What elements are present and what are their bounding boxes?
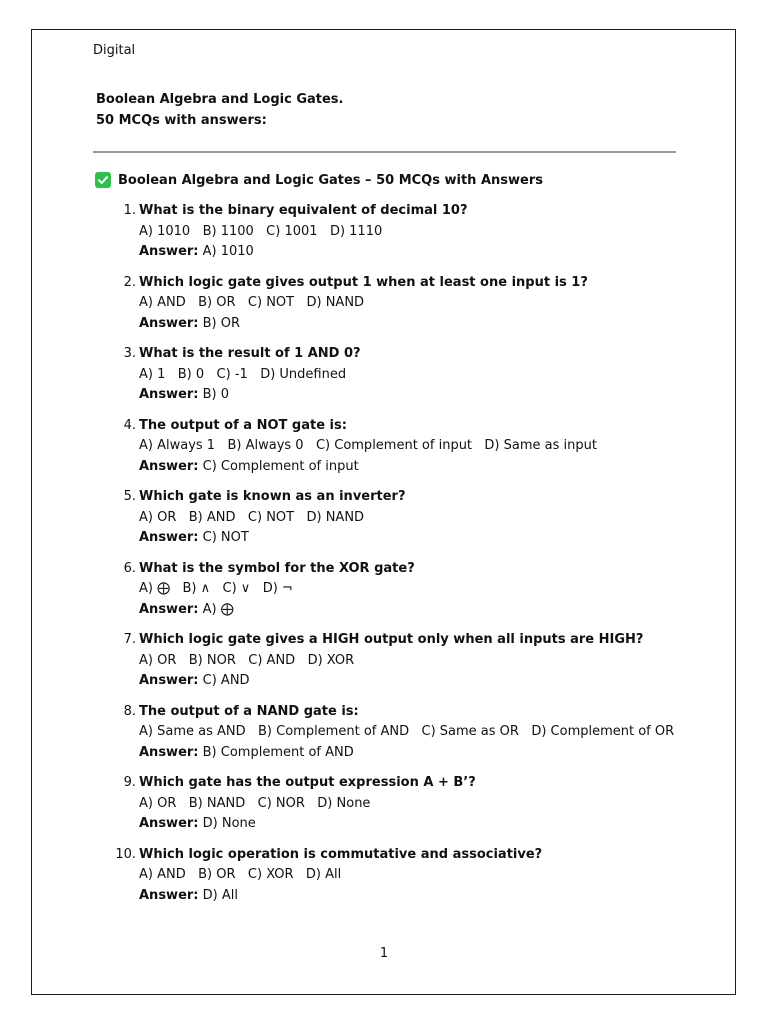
- question-options: A) OR B) AND C) NOT D) NAND: [139, 509, 365, 525]
- question-number: 8.: [123, 703, 136, 719]
- question-answer: [139, 743, 674, 764]
- question-text: The output of a NAND gate is:: [139, 703, 359, 719]
- question-text: The output of a NOT gate is:: [139, 417, 347, 433]
- answer-value: D) All: [202, 887, 238, 903]
- question-options: A) ⨁ B) ∧ C) ∨ D) ¬: [139, 581, 293, 596]
- answer-value: A) 1010: [202, 244, 254, 259]
- section-heading: [95, 172, 543, 188]
- question-options: A) OR B) NOR C) AND D) XOR: [139, 652, 355, 668]
- question-item: [107, 773, 687, 845]
- question-options: A) AND B) OR C) XOR D) All: [139, 867, 342, 882]
- answer-value: C) Complement of input: [202, 458, 359, 474]
- question-answer: [139, 886, 542, 907]
- question-text: What is the symbol for the XOR gate?: [139, 560, 415, 576]
- question-answer: [139, 814, 476, 835]
- question-item: [107, 630, 687, 702]
- answer-value: B) Complement of AND: [202, 744, 354, 760]
- answer-label: Answer:: [139, 601, 199, 617]
- question-number: 9.: [123, 775, 136, 790]
- question-text: Which logic gate gives a HIGH output only when all inputs are HIGH?: [139, 632, 644, 647]
- question-options: A) OR B) NAND C) NOR D) None: [139, 795, 371, 811]
- question-answer: [139, 457, 597, 478]
- question-text: Which logic operation is commutative and associative?: [139, 846, 543, 862]
- title-line-1: Boolean Algebra and Logic Gates.: [96, 92, 344, 107]
- question-item: [107, 201, 687, 273]
- answer-label: Answer:: [139, 315, 199, 331]
- page-number: 1: [379, 946, 389, 961]
- answer-value: C) NOT: [202, 530, 249, 545]
- question-answer: [139, 671, 643, 692]
- answer-value: B) 0: [202, 387, 230, 402]
- section-heading-text: Boolean Algebra and Logic Gates – 50 MCQs with Answers: [118, 172, 543, 188]
- question-number: 1.: [123, 203, 136, 218]
- document-title: [96, 89, 343, 131]
- question-options: A) Always 1 B) Always 0 C) Complement of input D) Same as input: [139, 438, 597, 453]
- question-list: [107, 201, 687, 916]
- question-text: What is the binary equivalent of decimal 10?: [139, 203, 468, 218]
- question-text: Which gate has the output expression A + B’?: [139, 775, 476, 790]
- question-options: A) 1010 B) 1100 C) 1001 D) 1110: [139, 223, 383, 239]
- question-number: 6.: [123, 560, 136, 576]
- question-text: Which logic gate gives output 1 when at least one input is 1?: [139, 274, 588, 290]
- question-item: [107, 559, 687, 631]
- question-number: 7.: [123, 632, 136, 647]
- check-mark-icon: [95, 172, 111, 188]
- question-answer: [139, 528, 406, 549]
- question-options: A) 1 B) 0 C) -1 D) Undefined: [139, 366, 347, 382]
- question-item: [107, 487, 687, 559]
- answer-value: A) ⨁: [202, 601, 234, 617]
- answer-label: Answer:: [139, 887, 199, 903]
- question-number: 3.: [123, 346, 136, 361]
- question-answer: [139, 314, 588, 335]
- answer-label: Answer:: [139, 673, 199, 688]
- question-number: 4.: [123, 417, 136, 433]
- question-number: 2.: [123, 274, 136, 290]
- answer-label: Answer:: [139, 387, 199, 402]
- question-answer: [139, 385, 361, 406]
- answer-label: Answer:: [139, 816, 199, 831]
- question-item: [107, 702, 687, 774]
- answer-label: Answer:: [139, 244, 199, 259]
- question-answer: [139, 242, 468, 263]
- question-item: [107, 273, 687, 345]
- answer-value: C) AND: [202, 673, 250, 688]
- question-text: Which gate is known as an inverter?: [139, 489, 406, 504]
- question-item: [107, 344, 687, 416]
- question-item: [107, 845, 687, 917]
- question-item: [107, 416, 687, 488]
- question-number: 5.: [123, 489, 136, 504]
- question-answer: [139, 600, 415, 621]
- question-text: What is the result of 1 AND 0?: [139, 346, 361, 361]
- answer-label: Answer:: [139, 744, 199, 760]
- document-header: Digital: [93, 43, 136, 58]
- horizontal-divider: [93, 151, 676, 153]
- answer-value: D) None: [202, 816, 256, 831]
- question-options: A) AND B) OR C) NOT D) NAND: [139, 295, 365, 310]
- answer-label: Answer:: [139, 458, 199, 474]
- title-line-2: 50 MCQs with answers:: [96, 113, 267, 128]
- answer-label: Answer:: [139, 530, 199, 545]
- question-options: A) Same as AND B) Complement of AND C) Same as OR D) Complement of OR: [139, 724, 675, 739]
- answer-value: B) OR: [202, 315, 241, 331]
- question-number: 10.: [115, 846, 136, 862]
